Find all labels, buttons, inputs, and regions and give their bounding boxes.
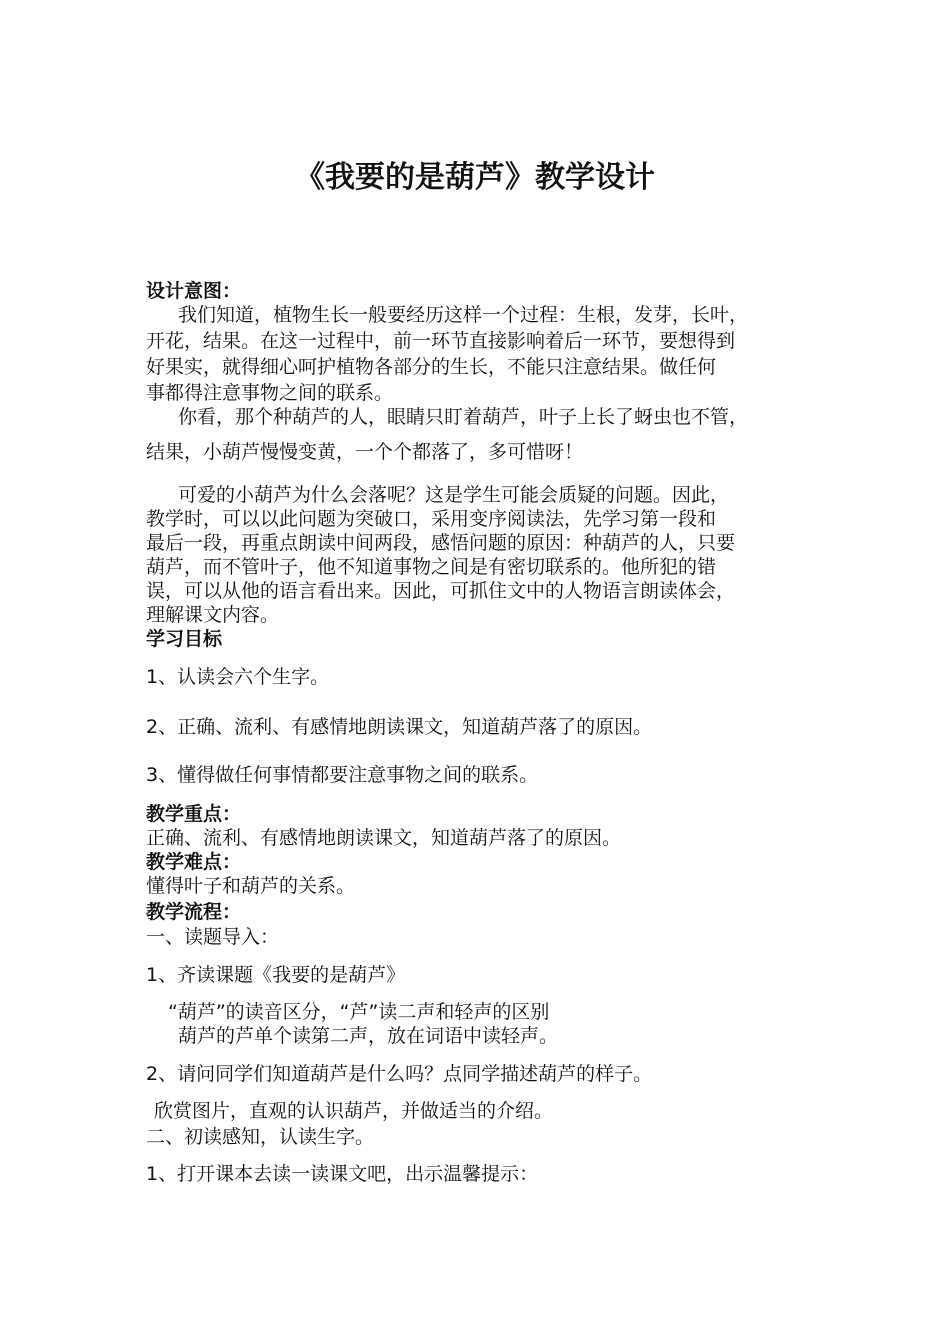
design-intent-line: 误，可以从他的语言看出来。因此，可抓住文中的人物语言朗读体会， xyxy=(146,580,736,602)
process-item: 2、请问同学们知道葫芦是什么吗？点同学描述葫芦的样子。 xyxy=(146,1063,653,1085)
process-note: 葫芦的芦单个读第二声，放在词语中读轻声。 xyxy=(178,1025,559,1047)
goal-item: 2、正确、流利、有感情地朗读课文，知道葫芦落了的原因。 xyxy=(146,716,653,738)
process-heading: 教学流程： xyxy=(146,901,242,923)
process-step: 一、读题导入： xyxy=(146,926,280,948)
design-intent-line: 葫芦，而不管叶子，他不知道事物之间是有密切联系的。他所犯的错 xyxy=(146,556,717,578)
process-item: 1、打开课本去读一读课文吧，出示温馨提示： xyxy=(146,1163,539,1185)
design-intent-line: 开花，结果。在这一过程中，前一环节直接影响着后一环节，要想得到 xyxy=(146,330,736,352)
design-intent-line: 理解课文内容。 xyxy=(146,604,280,626)
key-point-text: 正确、流利、有感情地朗读课文，知道葫芦落了的原因。 xyxy=(146,827,622,849)
design-intent-line: 最后一段，再重点朗读中间两段，感悟问题的原因：种葫芦的人，只要 xyxy=(146,532,736,554)
design-intent-line: 你看，那个种葫芦的人，眼睛只盯着葫芦，叶子上长了蚜虫也不管， xyxy=(178,406,749,428)
design-intent-heading: 设计意图： xyxy=(146,280,242,302)
design-intent-line: 结果，小葫芦慢慢变黄，一个个都落了，多可惜呀！ xyxy=(146,441,584,463)
design-intent-line: 教学时，可以以此问题为突破口，采用变序阅读法，先学习第一段和 xyxy=(146,508,717,530)
process-step: 二、初读感知，认读生字。 xyxy=(146,1126,375,1148)
process-note: 欣赏图片，直观的认识葫芦，并做适当的介绍。 xyxy=(154,1100,554,1122)
difficulty-heading: 教学难点： xyxy=(146,851,242,873)
process-note: “葫芦”的读音区分，“芦”读二声和轻声的区别 xyxy=(168,1001,550,1023)
design-intent-line: 事都得注意事物之间的联系。 xyxy=(146,382,394,404)
design-intent-line: 可爱的小葫芦为什么会落呢？这是学生可能会质疑的问题。因此， xyxy=(178,484,730,506)
key-point-heading: 教学重点： xyxy=(146,803,242,825)
goal-item: 3、懂得做任何事情都要注意事物之间的联系。 xyxy=(146,764,539,786)
page-title: 《我要的是葫芦》教学设计 xyxy=(295,160,655,195)
difficulty-text: 懂得叶子和葫芦的关系。 xyxy=(146,875,356,897)
design-intent-line: 好果实，就得细心呵护植物各部分的生长，不能只注意结果。做任何 xyxy=(146,356,717,378)
goal-item: 1、认读会六个生字。 xyxy=(146,666,330,688)
design-intent-line: 我们知道，植物生长一般要经历这样一个过程：生根，发芽，长叶， xyxy=(178,304,749,326)
process-item: 1、齐读课题《我要的是葫芦》 xyxy=(146,964,406,986)
goals-heading: 学习目标 xyxy=(146,628,223,650)
